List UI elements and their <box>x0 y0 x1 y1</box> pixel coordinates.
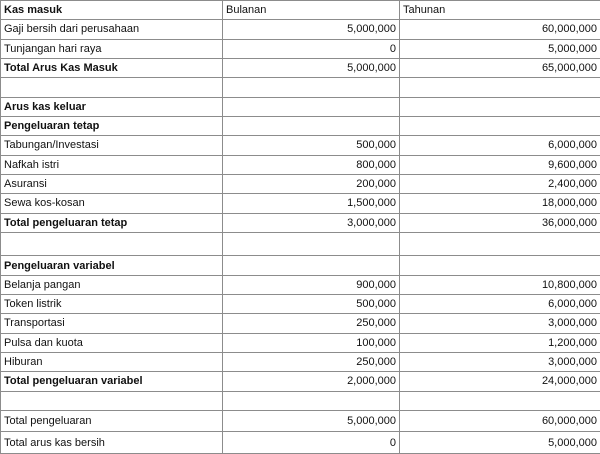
empty-cell[interactable] <box>1 391 223 410</box>
value-bulanan[interactable]: 250,000 <box>223 352 400 371</box>
value-bulanan[interactable]: 1,500,000 <box>223 194 400 213</box>
value-tahunan[interactable]: 6,000,000 <box>400 136 600 155</box>
value-bulanan[interactable]: 0 <box>223 39 400 58</box>
row-label[interactable]: Gaji bersih dari perusahaan <box>1 20 223 39</box>
table-row <box>1 314 600 333</box>
value-tahunan[interactable]: 6,000,000 <box>400 295 600 314</box>
table-row <box>1 174 600 193</box>
section-label[interactable]: Pengeluaran tetap <box>1 116 223 135</box>
section-row <box>1 256 600 275</box>
row-label[interactable]: Tunjangan hari raya <box>1 39 223 58</box>
header-kas-masuk[interactable]: Kas masuk <box>1 1 223 20</box>
table-row <box>1 333 600 352</box>
empty-cell[interactable] <box>223 232 400 255</box>
row-label[interactable]: Total pengeluaran <box>1 410 223 431</box>
row-label[interactable]: Asuransi <box>1 174 223 193</box>
table-row <box>1 432 600 454</box>
empty-row <box>1 232 600 255</box>
empty-cell[interactable] <box>400 116 600 135</box>
row-label[interactable]: Total arus kas bersih <box>1 432 223 454</box>
empty-cell[interactable] <box>223 116 400 135</box>
table-row <box>1 39 600 58</box>
row-label[interactable]: Total pengeluaran variabel <box>1 372 223 391</box>
row-label[interactable]: Nafkah istri <box>1 155 223 174</box>
total-row <box>1 213 600 232</box>
row-label[interactable]: Pulsa dan kuota <box>1 333 223 352</box>
value-tahunan[interactable]: 5,000,000 <box>400 39 600 58</box>
value-tahunan[interactable]: 65,000,000 <box>400 58 600 77</box>
section-row <box>1 97 600 116</box>
table-row <box>1 155 600 174</box>
value-tahunan[interactable]: 3,000,000 <box>400 352 600 371</box>
empty-cell[interactable] <box>223 97 400 116</box>
header-tahunan[interactable]: Tahunan <box>400 1 600 20</box>
table-row <box>1 136 600 155</box>
table-row <box>1 410 600 431</box>
value-bulanan[interactable]: 3,000,000 <box>223 213 400 232</box>
value-bulanan[interactable]: 900,000 <box>223 275 400 294</box>
value-bulanan[interactable]: 5,000,000 <box>223 410 400 431</box>
empty-row <box>1 78 600 97</box>
row-label[interactable]: Sewa kos-kosan <box>1 194 223 213</box>
value-bulanan[interactable]: 0 <box>223 432 400 454</box>
value-bulanan[interactable]: 5,000,000 <box>223 58 400 77</box>
value-bulanan[interactable]: 250,000 <box>223 314 400 333</box>
table-row <box>1 194 600 213</box>
value-bulanan[interactable]: 500,000 <box>223 295 400 314</box>
empty-cell[interactable] <box>223 78 400 97</box>
empty-row <box>1 391 600 410</box>
section-label[interactable]: Arus kas keluar <box>1 97 223 116</box>
empty-cell[interactable] <box>223 256 400 275</box>
total-row <box>1 372 600 391</box>
value-bulanan[interactable]: 2,000,000 <box>223 372 400 391</box>
row-label[interactable]: Total Arus Kas Masuk <box>1 58 223 77</box>
empty-cell[interactable] <box>400 391 600 410</box>
header-bulanan[interactable]: Bulanan <box>223 1 400 20</box>
value-bulanan[interactable]: 200,000 <box>223 174 400 193</box>
value-bulanan[interactable]: 100,000 <box>223 333 400 352</box>
value-tahunan[interactable]: 5,000,000 <box>400 432 600 454</box>
value-tahunan[interactable]: 2,400,000 <box>400 174 600 193</box>
empty-cell[interactable] <box>1 232 223 255</box>
table-row <box>1 295 600 314</box>
value-tahunan[interactable]: 1,200,000 <box>400 333 600 352</box>
row-label[interactable]: Hiburan <box>1 352 223 371</box>
value-bulanan[interactable]: 5,000,000 <box>223 20 400 39</box>
empty-cell[interactable] <box>400 97 600 116</box>
value-tahunan[interactable]: 9,600,000 <box>400 155 600 174</box>
table-row <box>1 20 600 39</box>
value-tahunan[interactable]: 36,000,000 <box>400 213 600 232</box>
value-tahunan[interactable]: 3,000,000 <box>400 314 600 333</box>
section-label[interactable]: Pengeluaran variabel <box>1 256 223 275</box>
empty-cell[interactable] <box>400 232 600 255</box>
row-label[interactable]: Total pengeluaran tetap <box>1 213 223 232</box>
value-tahunan[interactable]: 24,000,000 <box>400 372 600 391</box>
value-bulanan[interactable]: 500,000 <box>223 136 400 155</box>
value-tahunan[interactable]: 60,000,000 <box>400 410 600 431</box>
empty-cell[interactable] <box>1 78 223 97</box>
table-row <box>1 352 600 371</box>
row-label[interactable]: Transportasi <box>1 314 223 333</box>
value-tahunan[interactable]: 60,000,000 <box>400 20 600 39</box>
empty-cell[interactable] <box>400 78 600 97</box>
value-tahunan[interactable]: 18,000,000 <box>400 194 600 213</box>
header-row <box>1 1 600 20</box>
section-row <box>1 116 600 135</box>
value-bulanan[interactable]: 800,000 <box>223 155 400 174</box>
row-label[interactable]: Token listrik <box>1 295 223 314</box>
total-row <box>1 58 600 77</box>
table-row <box>1 275 600 294</box>
row-label[interactable]: Tabungan/Investasi <box>1 136 223 155</box>
empty-cell[interactable] <box>223 391 400 410</box>
empty-cell[interactable] <box>400 256 600 275</box>
row-label[interactable]: Belanja pangan <box>1 275 223 294</box>
value-tahunan[interactable]: 10,800,000 <box>400 275 600 294</box>
